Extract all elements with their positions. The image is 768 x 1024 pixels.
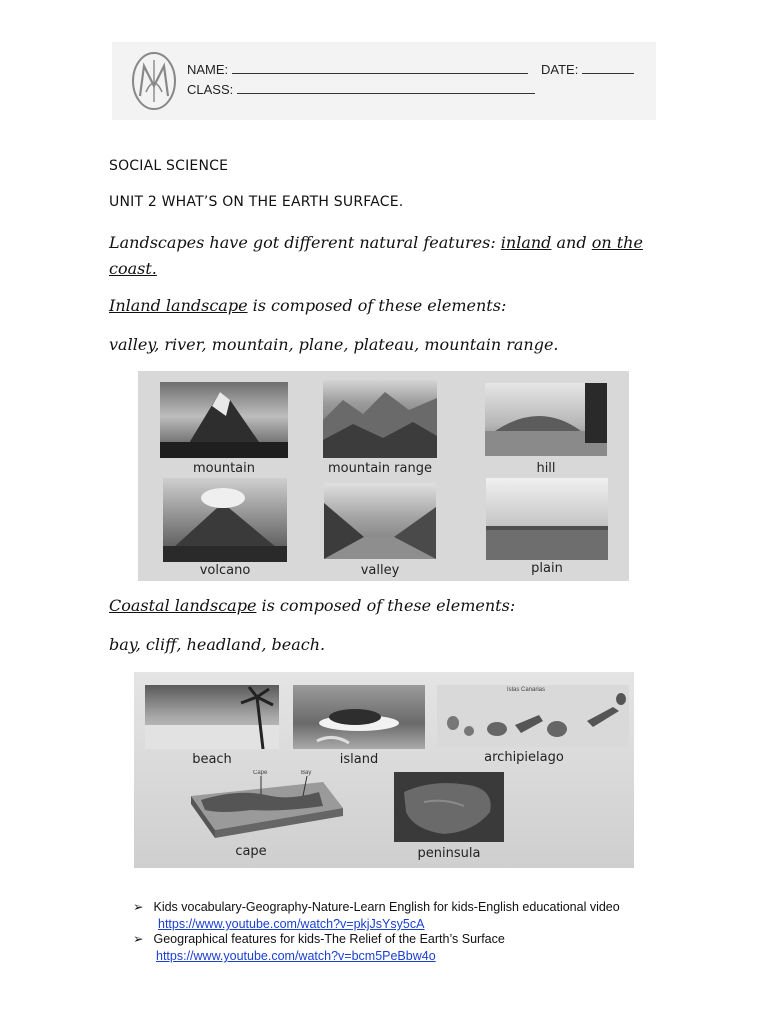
resource-title: Kids vocabulary-Geography-Nature-Learn English for kids-English educational video [153,900,620,914]
unit-title: UNIT 2 WHAT’S ON THE EARTH SURFACE. [109,194,404,210]
inland-title: Inland landscape [109,296,248,315]
class-row [187,81,535,97]
coast-term: on the coast. [109,233,643,278]
name-label: NAME: [187,62,229,77]
resource-title: Geographical features for kids-The Relief of the Earth’s Surface [153,932,505,946]
inland-term: inland [500,233,552,252]
resource-link[interactable] [156,947,436,965]
beach-photo [145,685,279,749]
caption: archipielago [484,750,564,765]
hill-photo [485,383,607,456]
caption: cape [235,844,267,859]
resource-item [133,931,505,946]
cape-label: Cape [253,770,268,776]
class-label: CLASS: [187,82,234,97]
map-title: Islas Canarias [507,687,546,693]
inland-heading [109,296,506,315]
youtube-link[interactable]: https://www.youtube.com/watch?v=bcm5PeBbw4o [156,949,436,963]
inland-list: valley, river, mountain, plane, plateau, mountain range. [109,335,559,354]
subject-title: SOCIAL SCIENCE [109,158,229,174]
volcano-photo [163,478,287,562]
school-crest-icon [130,50,178,112]
inland-image-panel [138,371,629,581]
coastal-image-panel [134,672,634,868]
caption: beach [192,752,232,767]
caption: plain [531,561,563,576]
resource-item [133,899,620,914]
mountain-photo [160,382,288,458]
coastal-list: bay, cliff, headland, beach. [109,635,326,654]
date-field[interactable] [582,61,634,74]
class-field[interactable] [237,81,535,94]
caption: mountain range [328,461,432,476]
caption: peninsula [417,846,481,861]
intro-text: Landscapes have got different natural features: [109,233,501,252]
caption: valley [360,563,400,578]
date-row [541,61,634,77]
caption: mountain [192,461,255,476]
valley-photo [324,483,436,559]
peninsula-photo [394,772,504,842]
island-photo [293,685,425,749]
cape-illustration [191,770,343,842]
intro-and: and [551,233,592,252]
coastal-rest: is composed of these elements: [256,596,516,615]
archipelago-map [437,685,629,747]
date-label: DATE: [541,62,579,77]
caption: hill [536,461,556,476]
bullet-arrow-icon: ➢ [133,932,144,946]
intro-paragraph [109,230,649,282]
coastal-heading [109,596,515,615]
caption: island [339,752,379,767]
plain-photo [486,478,608,560]
bullet-arrow-icon: ➢ [133,900,144,914]
bay-label: Bay [301,770,312,776]
caption: volcano [199,563,251,578]
youtube-link[interactable]: https://www.youtube.com/watch?v=pkjJsYsy5cA [158,917,425,931]
mountain-range-photo [323,380,437,458]
name-row [187,61,528,77]
name-field[interactable] [232,61,528,74]
inland-rest: is composed of these elements: [247,296,507,315]
coastal-title: Coastal landscape [109,596,257,615]
